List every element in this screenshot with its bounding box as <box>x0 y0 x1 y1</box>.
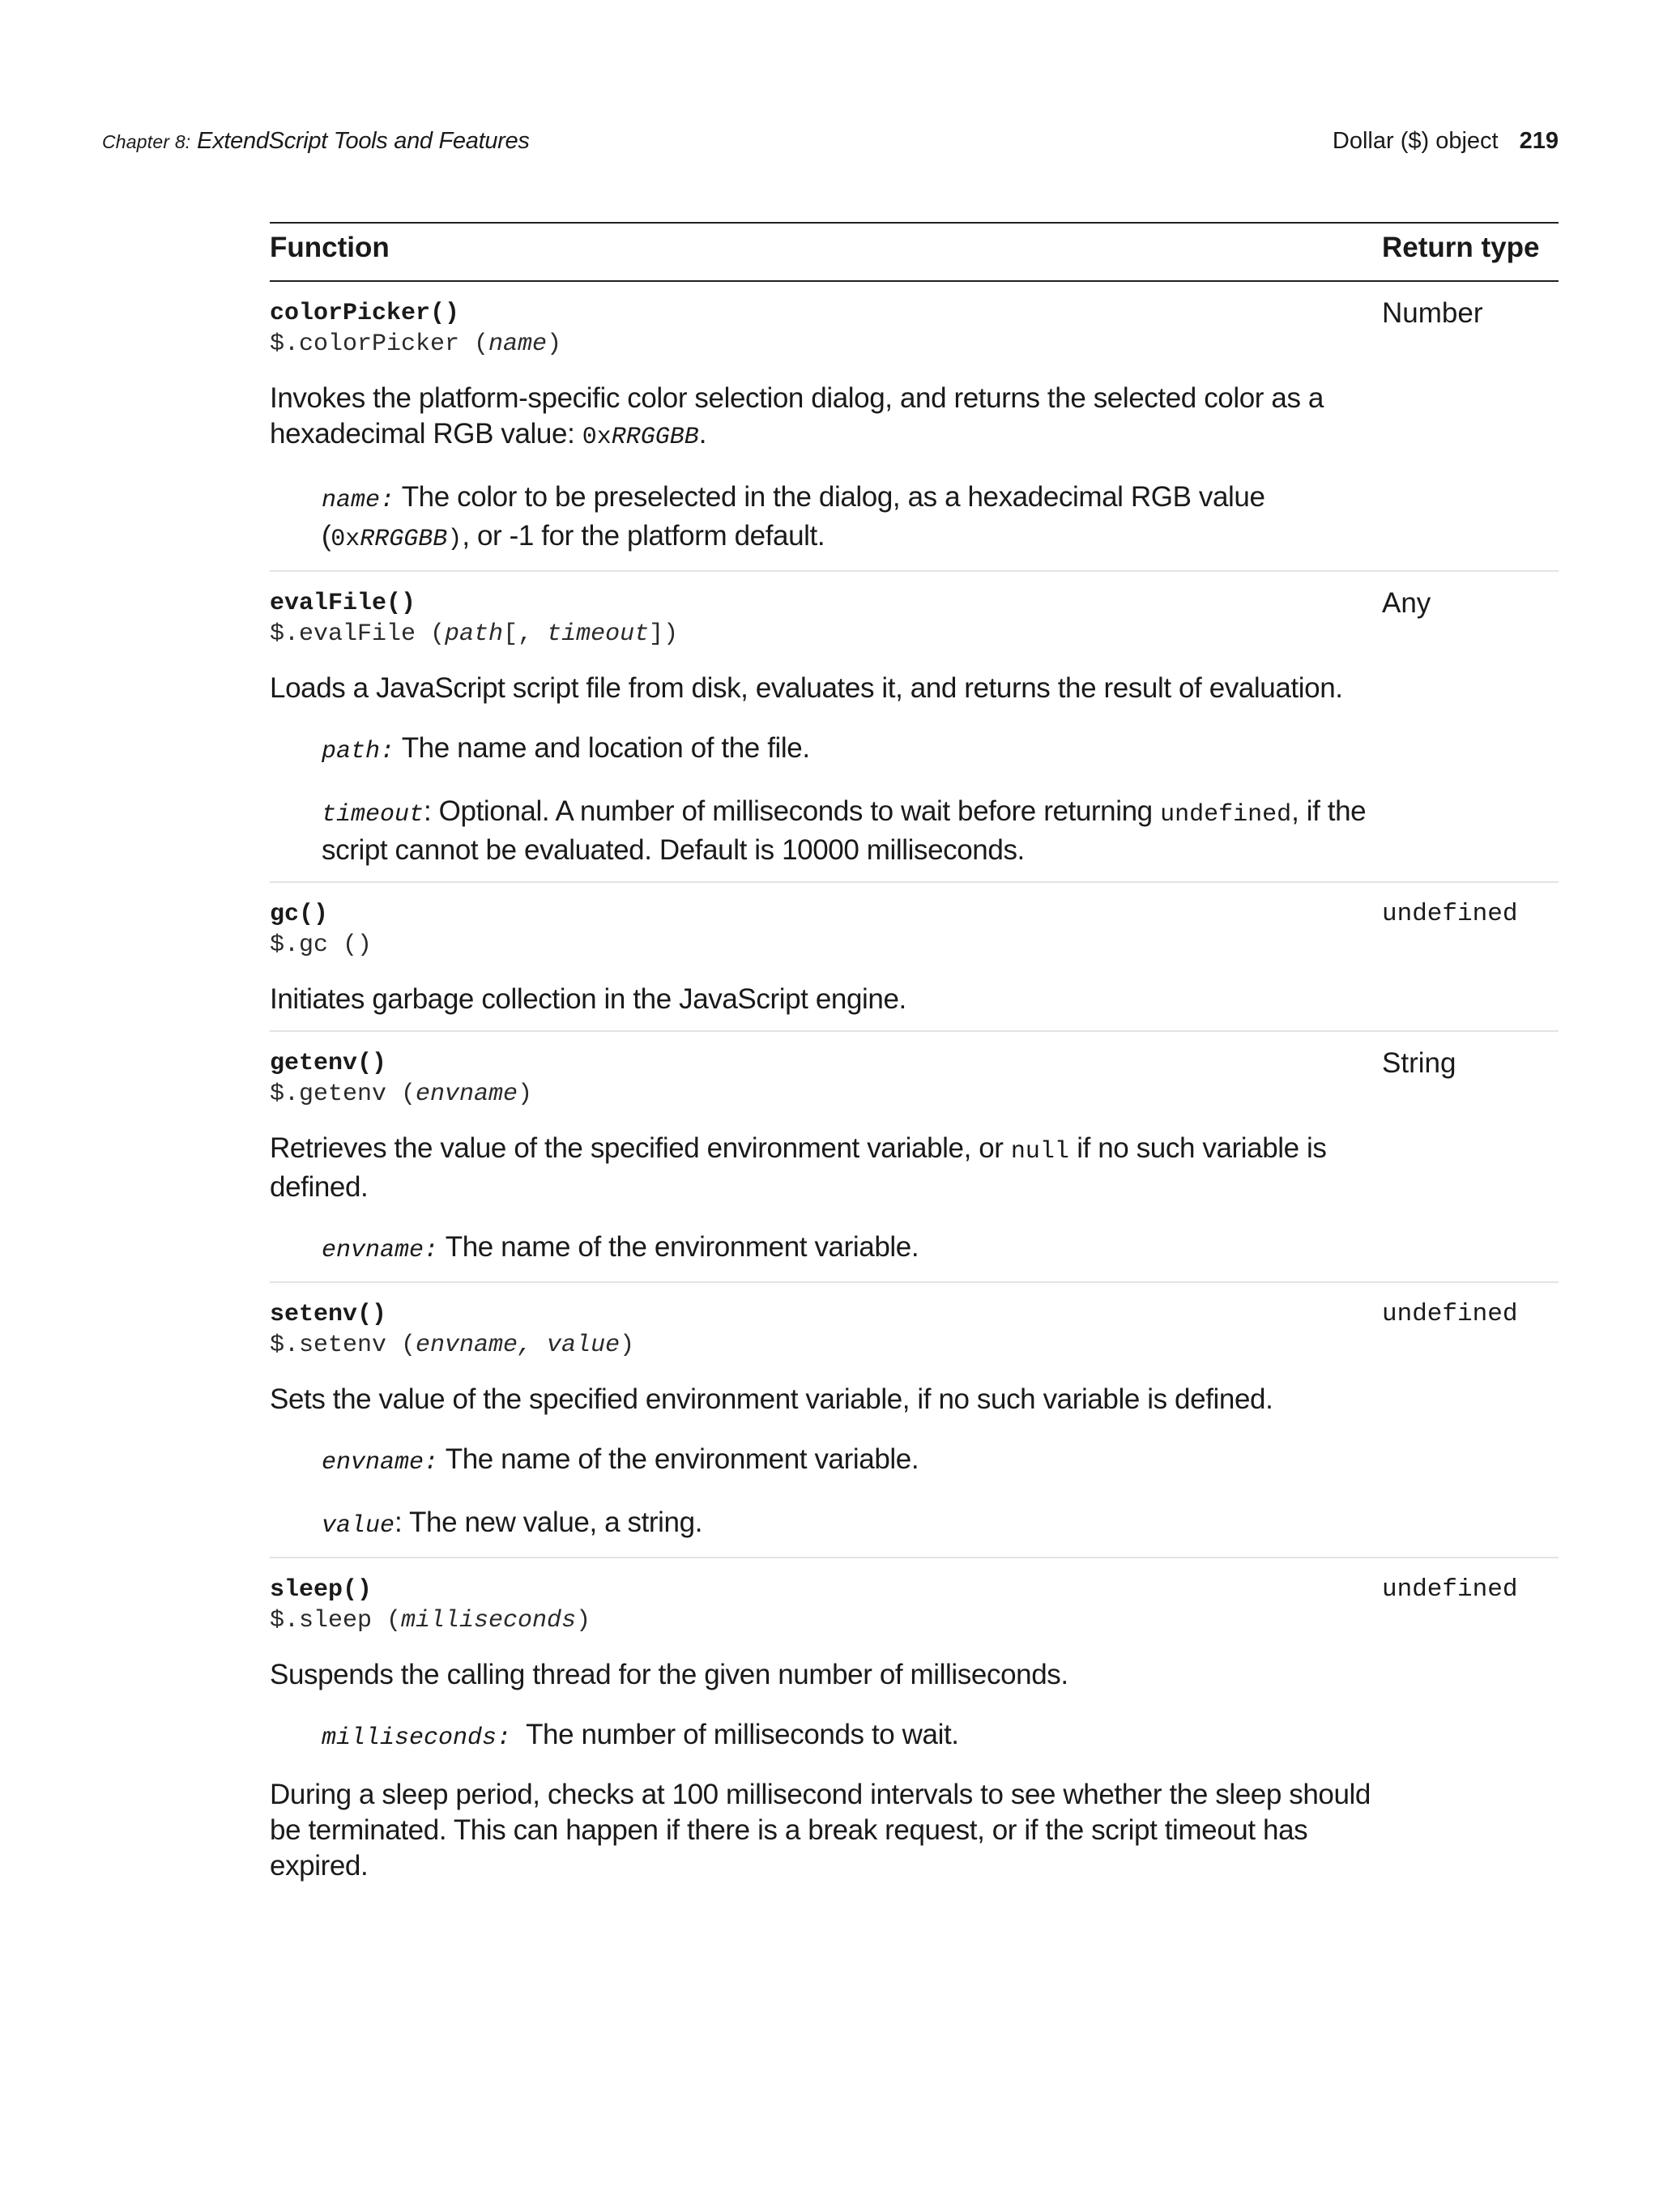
function-cell <box>270 588 1371 868</box>
signature-arg: envname <box>416 1080 518 1108</box>
parameter-name: envname: <box>322 1237 439 1264</box>
parameter-description <box>322 731 1371 769</box>
signature-prefix: $.getenv ( <box>270 1080 416 1108</box>
description-end: . <box>698 418 707 450</box>
function-signature <box>270 619 1371 650</box>
parameter-description <box>322 1717 1371 1756</box>
signature-arg: name <box>488 330 548 358</box>
function-signature <box>270 1330 1371 1361</box>
return-type: Any <box>1382 587 1431 619</box>
parameter-name: value <box>322 1512 395 1540</box>
code-suffix: ) <box>447 526 463 553</box>
column-header-function: Function <box>270 232 390 263</box>
signature-suffix: ) <box>620 1332 635 1359</box>
parameter-text: The color to be preselected in the dialog, as a hexadecimal RGB value ( <box>322 481 1265 552</box>
function-name: sleep() <box>270 1576 373 1604</box>
parameter-end: , or -1 for the platform default. <box>462 520 825 552</box>
chapter-heading <box>102 128 530 155</box>
section-heading <box>1333 128 1559 155</box>
chapter-title: ExtendScript Tools and Features <box>197 128 530 154</box>
signature-prefix: $.colorPicker ( <box>270 330 489 358</box>
function-signature <box>270 1079 1371 1110</box>
table-header <box>270 224 1559 282</box>
function-table <box>270 222 1559 1897</box>
function-note: During a sleep period, checks at 100 millisecond intervals to see whether the sleep should be terminated. This can happen if there is a break request, or if the script timeout has expired. <box>270 1779 1371 1882</box>
signature-suffix: ) <box>547 330 562 358</box>
table-row <box>270 1283 1559 1558</box>
function-signature <box>270 1605 1371 1636</box>
function-cell <box>270 1048 1371 1268</box>
function-cell <box>270 1575 1371 1884</box>
description-text: Retrieves the value of the specified environment variable, or <box>270 1132 1011 1164</box>
parameter-text: The name of the environment variable. <box>438 1231 919 1263</box>
inline-code: null <box>1010 1138 1069 1166</box>
function-cell <box>270 1299 1371 1544</box>
signature-suffix: ) <box>518 1080 533 1108</box>
parameter-description <box>322 1505 1371 1544</box>
code-italic: RRGGBB <box>611 424 699 451</box>
parameter-end: , if the script cannot be evaluated. Default is 10000 milliseconds. <box>322 795 1367 866</box>
function-cell <box>270 899 1371 1017</box>
function-signature: $.gc () <box>270 931 373 959</box>
parameter-description <box>322 479 1371 557</box>
page-number: 219 <box>1519 128 1559 154</box>
function-name: setenv() <box>270 1301 387 1328</box>
return-type: undefined <box>1382 900 1518 928</box>
parameter-text: The name and location of the file. <box>394 732 810 764</box>
return-type: undefined <box>1382 1575 1518 1604</box>
parameter-text: : Optional. A number of milliseconds to wait before returning <box>424 795 1161 827</box>
description-end: if no such variable is defined. <box>270 1132 1327 1203</box>
code-italic: RRGGBB <box>360 526 448 553</box>
table-row <box>270 282 1559 572</box>
function-description: Sets the value of the specified environment variable, if no such variable is defined. <box>270 1383 1273 1415</box>
signature-prefix: $.setenv ( <box>270 1332 416 1359</box>
parameter-name: name: <box>322 487 395 514</box>
parameter-text: The number of milliseconds to wait. <box>511 1719 959 1750</box>
code-prefix: 0x <box>582 424 612 451</box>
function-cell <box>270 298 1371 557</box>
function-signature <box>270 329 1371 360</box>
function-description <box>270 381 1371 455</box>
parameter-name: timeout <box>322 801 424 829</box>
signature-suffix: ) <box>576 1607 591 1634</box>
table-row <box>270 1558 1559 1897</box>
inline-code: undefined <box>1160 801 1292 829</box>
signature-prefix: $.evalFile ( <box>270 620 446 648</box>
function-name: evalFile() <box>270 590 416 617</box>
code-prefix: 0x <box>331 526 360 553</box>
function-name: getenv() <box>270 1050 387 1077</box>
table-row <box>270 883 1559 1032</box>
function-name: gc() <box>270 901 329 928</box>
signature-arg: milliseconds <box>401 1607 577 1634</box>
parameter-text: The name of the environment variable. <box>438 1443 919 1475</box>
signature-arg: timeout <box>547 620 650 648</box>
signature-prefix: $.sleep ( <box>270 1607 402 1634</box>
table-row <box>270 572 1559 883</box>
parameter-description <box>322 1442 1371 1481</box>
description-text: Invokes the platform-specific color selection dialog, and returns the selected color as a hexadecimal RGB value: <box>270 382 1324 450</box>
signature-separator: [, <box>503 620 548 648</box>
table-row <box>270 1032 1559 1283</box>
function-description: Loads a JavaScript script file from disk, evaluates it, and returns the result of evaluation. <box>270 672 1343 704</box>
signature-arg: path <box>445 620 504 648</box>
parameter-name: path: <box>322 738 395 765</box>
section-title: Dollar ($) object <box>1332 128 1499 154</box>
parameter-name: envname: <box>322 1449 439 1477</box>
page-header <box>102 128 1559 160</box>
function-description <box>270 1131 1371 1205</box>
parameter-description <box>322 1230 1371 1268</box>
return-type: String <box>1382 1047 1456 1079</box>
chapter-label: Chapter 8: <box>102 131 191 152</box>
return-type: Number <box>1382 297 1483 329</box>
signature-suffix: ]) <box>649 620 679 648</box>
parameter-name: milliseconds: <box>322 1724 512 1752</box>
signature-arg: envname, value <box>416 1332 621 1359</box>
function-description: Initiates garbage collection in the JavaScript engine. <box>270 983 906 1015</box>
parameter-description <box>322 794 1371 868</box>
parameter-text: : The new value, a string. <box>394 1507 703 1538</box>
column-header-return-type: Return type <box>1382 232 1540 263</box>
return-type: undefined <box>1382 1300 1518 1328</box>
function-name: colorPicker() <box>270 300 460 327</box>
function-description: Suspends the calling thread for the given number of milliseconds. <box>270 1659 1068 1690</box>
